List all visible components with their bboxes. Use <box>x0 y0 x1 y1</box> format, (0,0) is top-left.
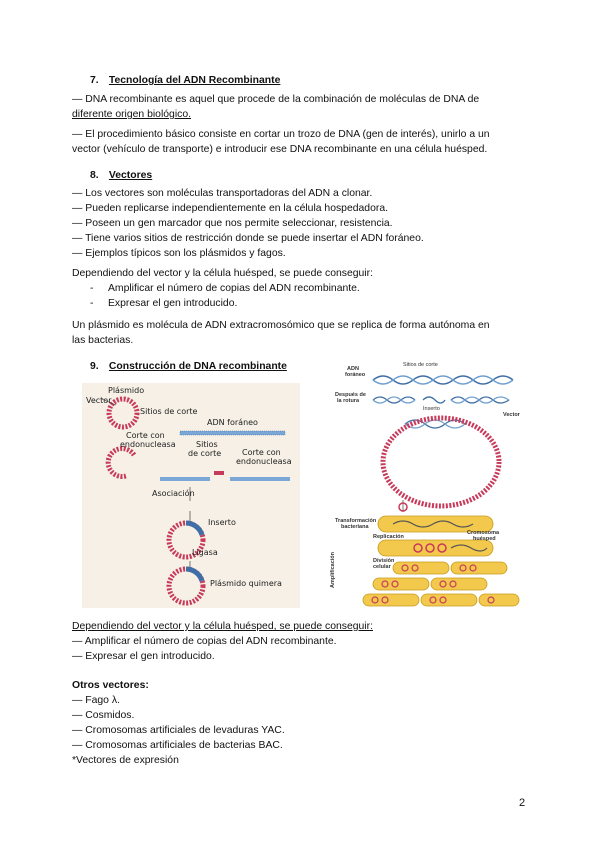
plasmid-line-1: Un plásmido es molécula de ADN extracromosómico que se replica de forma autónoma en <box>72 320 490 331</box>
label-adn: ADN <box>347 366 359 372</box>
label-plasmido: Plásmido <box>108 386 145 395</box>
label-endonucleasa-2: endonucleasa <box>236 457 292 466</box>
label-inserto: Inserto <box>208 518 236 527</box>
label-cromosoma: Cromosoma <box>467 530 500 536</box>
label-sitios-corte: Sitios de corte <box>403 362 438 368</box>
list-item: — Fago λ. <box>72 695 120 706</box>
list-item: *Vectores de expresión <box>72 755 179 766</box>
list-item: — Cosmidos. <box>72 710 135 721</box>
list-item: - Amplificar el número de copias del ADN recombinante. <box>72 281 360 296</box>
plasmid-line-2: las bacterias. <box>72 335 134 346</box>
list-item: — Expresar el gen introducido. <box>72 651 215 662</box>
plasmid-paragraph <box>72 318 542 348</box>
list-item: — Los vectores son moléculas transportadoras del ADN a clonar. <box>72 188 373 199</box>
section-number: 9. <box>90 361 99 372</box>
label-adn-foraneo: ADN foráneo <box>207 418 258 427</box>
procedure-line-1: — El procedimiento básico consiste en cortar un trozo de DNA (gen de interés), unirlo a un <box>72 129 490 140</box>
list-item: — Ejemplos típicos son los plásmidos y fagos. <box>72 248 286 259</box>
label-corte-con: Corte con <box>126 431 165 440</box>
depend-after-figure: Dependiendo del vector y la célula huésped, se puede conseguir: <box>72 621 373 632</box>
label-celular: celular <box>373 564 391 570</box>
label-vector: Vector <box>86 396 112 405</box>
label-division: División <box>373 558 395 564</box>
list-item: — Cromosomas artificiales de bacterias BAC. <box>72 740 283 751</box>
recombinant-diagram-right <box>330 362 523 610</box>
label-vector: Vector <box>503 412 520 418</box>
label-sitios: Sitios <box>196 440 218 449</box>
list-item: — Cromosomas artificiales de levaduras YAC. <box>72 725 285 736</box>
label-despues: Después de <box>335 392 366 398</box>
page-number: 2 <box>519 797 526 809</box>
label-corte-con-2: Corte con <box>242 448 281 457</box>
list-item: — Poseen un gen marcador que nos permite seleccionar, resistencia. <box>72 218 393 229</box>
transformation-illustration <box>333 362 523 610</box>
list-item: — Tiene varios sitios de restricción donde se puede insertar el ADN foráneo. <box>72 233 424 244</box>
depend-after-list <box>72 634 337 664</box>
otros-vectores-title: Otros vectores: <box>72 680 149 691</box>
otros-vectores-list <box>72 693 285 768</box>
procedure-line-2: vector (vehículo de transporte) e introducir ese DNA recombinante en una célula huésped. <box>72 144 488 155</box>
section-8-heading <box>90 168 152 183</box>
list-item: — Pueden replicarse independientemente en la célula hospedadora. <box>72 203 388 214</box>
section-title: Vectores <box>108 170 153 181</box>
procedure-paragraph <box>72 127 542 157</box>
label-asociacion: Asociación <box>152 489 195 498</box>
label-plasmido-quimera: Plásmido quimera <box>210 579 282 588</box>
label-transformacion: Transformación <box>335 518 377 524</box>
list-item: - Expresar el gen introducido. <box>72 296 360 311</box>
label-amplificacion: Amplificación <box>330 551 337 589</box>
label-foraneo: foráneo <box>345 372 366 378</box>
section-title: Tecnología del ADN Recombinante <box>108 75 281 86</box>
depend-list <box>72 281 360 311</box>
section-number: 8. <box>90 170 99 181</box>
definition-line-2: diferente origen biológico. <box>72 109 191 120</box>
definition-line-1: — DNA recombinante es aquel que procede de la combinación de moléculas de DNA de <box>72 94 480 105</box>
label-huesped: huésped <box>473 536 496 542</box>
label-rotura: la rotura <box>337 398 360 404</box>
recombinant-diagram-left <box>82 383 300 608</box>
label-bacteriana: bacteriana <box>341 524 369 530</box>
depend-intro: Dependiendo del vector y la célula huésped, se puede conseguir: <box>72 268 373 279</box>
definition-paragraph <box>72 92 532 122</box>
label-ligasa: Ligasa <box>192 548 218 557</box>
section-number: 7. <box>90 75 99 86</box>
label-sitios-corte: Sitios de corte <box>140 407 198 416</box>
label-de-corte: de corte <box>188 449 222 458</box>
list-item: — Amplificar el número de copias del ADN recombinante. <box>72 636 337 647</box>
section-7-heading <box>90 73 280 88</box>
label-inserto: Inserto <box>423 406 440 412</box>
section-9-heading <box>90 359 287 374</box>
vector-bullet-list <box>72 186 424 261</box>
label-replicacion: Replicación <box>373 534 404 540</box>
label-endonucleasa: endonucleasa <box>120 440 176 449</box>
section-title: Construcción de DNA recombinante <box>108 361 287 372</box>
